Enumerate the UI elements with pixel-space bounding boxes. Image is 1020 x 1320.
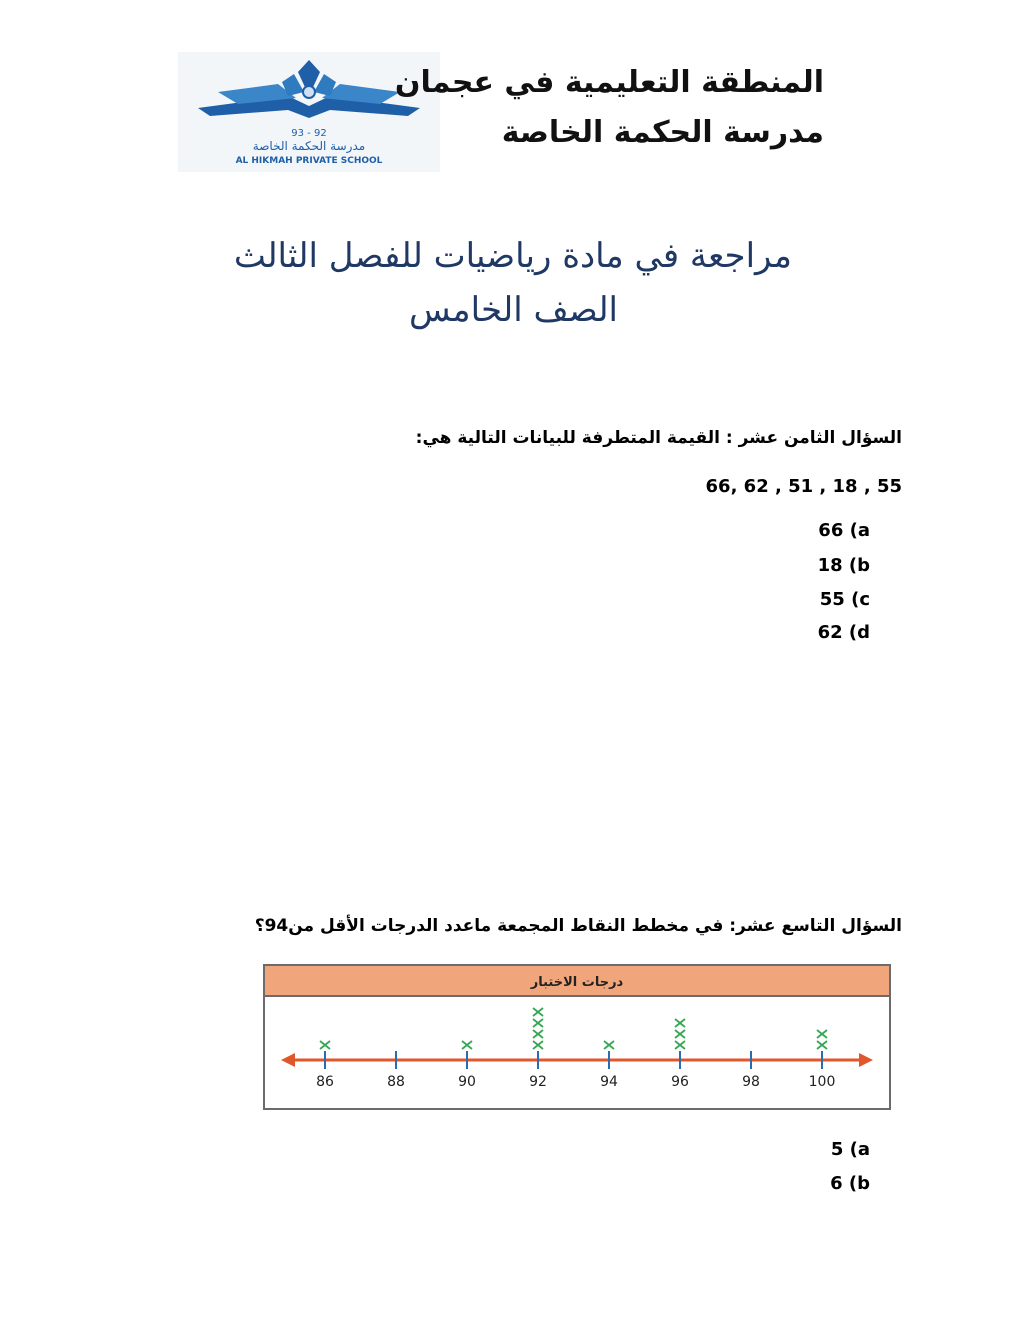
logo-english-name: AL HIKMAH PRIVATE SCHOOL	[235, 156, 383, 166]
tick-label: 98	[742, 1074, 760, 1090]
question-18-option-a: 66 (a	[818, 520, 870, 541]
tick-label: 92	[529, 1074, 547, 1090]
question-18-data: 66, 62 , 51 , 18 , 55	[705, 476, 902, 497]
tick-label: 86	[316, 1074, 334, 1090]
dot-plot	[263, 964, 891, 1110]
tick-label: 88	[387, 1074, 405, 1090]
question-18-option-b: 18 (b	[817, 555, 870, 576]
question-19-text: السؤال التاسع عشر: في مخطط النقاط المجمعة ماعدد الدرجات الأقل من94؟	[254, 916, 902, 936]
question-19-option-b: 6 (b	[830, 1173, 870, 1194]
logo-arabic-name: مدرسة الحكمة الخاصة	[252, 139, 366, 153]
dot-plot-svg	[263, 964, 891, 1110]
dot-plot-title: درجات الاختبار	[530, 975, 624, 990]
question-18-option-c: 55 (c	[819, 589, 870, 610]
question-19-option-a: 5 (a	[830, 1139, 870, 1160]
tick-label: 94	[600, 1074, 618, 1090]
tick-label: 100	[808, 1074, 836, 1090]
tick-label: 96	[671, 1074, 689, 1090]
header	[395, 58, 824, 158]
district-name: المنطقة التعليمية في عجمان	[394, 65, 824, 100]
tick-label: 90	[458, 1074, 476, 1090]
page-subtitle: الصف الخامس	[409, 290, 618, 330]
logo-years: 93 - 92	[291, 128, 327, 139]
school-name: مدرسة الحكمة الخاصة	[501, 115, 824, 150]
question-18-text: السؤال الثامن عشر : القيمة المتطرفة للبيانات التالية هي:	[415, 428, 902, 448]
question-18-option-d: 62 (d	[817, 622, 870, 643]
page-title: مراجعة في مادة رياضيات للفصل الثالث	[233, 236, 792, 276]
